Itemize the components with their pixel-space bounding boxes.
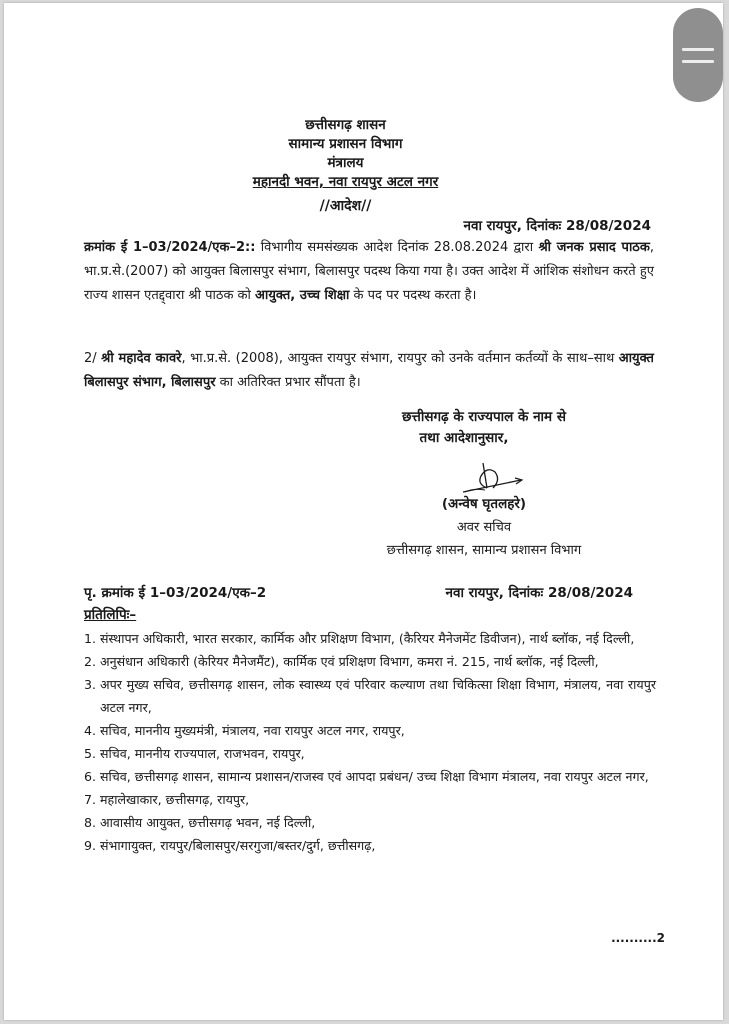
order-paragraph-1 bbox=[84, 236, 654, 308]
order-ref-number: क्रमांक ई 1–03/2024/एक–2:: bbox=[84, 240, 256, 255]
copy-recipient-list bbox=[84, 627, 656, 857]
menu-lines-icon bbox=[682, 48, 714, 51]
signer-designation: अवर सचिव bbox=[456, 520, 512, 535]
endorsement-ref-number: पृ. क्रमांक ई 1–03/2024/एक–2 bbox=[84, 585, 267, 601]
list-item-text: अपर मुख्य सचिव, छत्तीसगढ़ शासन, लोक स्वास्थ्य एवं परिवार कल्याण तथा चिकित्सा शिक्षा विभाग, मंत्रालय, नवा रायपुर अटल नगर, bbox=[100, 677, 656, 715]
list-item bbox=[84, 627, 656, 650]
list-item-text: अनुसंधान अधिकारी (केरियर मैनेजमैंट), कार्मिक एवं प्रशिक्षण विभाग, कमरा नं. 215, नार्थ ब्लॉक, नई दिल्ली, bbox=[100, 654, 599, 669]
page-continuation: ..........2 bbox=[611, 931, 665, 945]
menu-lines-icon bbox=[682, 60, 714, 63]
list-item-text: आवासीय आयुक्त, छत्तीसगढ़ भवन, नई दिल्ली, bbox=[100, 815, 316, 830]
list-item-text: संस्थापन अधिकारी, भारत सरकार, कार्मिक और प्रशिक्षण विभाग, (कैरियर मैनेजमेंट डिवीजन), नार्थ ब्लॉक, नई दिल्ली, bbox=[100, 631, 635, 646]
list-item bbox=[84, 765, 656, 788]
list-item-number: 5. bbox=[84, 746, 97, 761]
order-title: //आदेश// bbox=[319, 198, 372, 214]
list-item-number: 8. bbox=[84, 815, 97, 830]
list-item bbox=[84, 742, 656, 765]
list-item bbox=[84, 719, 656, 742]
officer-name-1: श्री जनक प्रसाद पाठक bbox=[538, 240, 650, 255]
list-item-text: सचिव, माननीय राज्यपाल, राजभवन, रायपुर, bbox=[100, 746, 305, 761]
scroll-handle[interactable] bbox=[673, 8, 723, 102]
header-government: छत्तीसगढ़ शासन bbox=[305, 117, 386, 133]
list-item-number: 4. bbox=[84, 723, 97, 738]
para2-text-b: का अतिरिक्त प्रभार सौंपता है। bbox=[215, 375, 361, 390]
header-ministry: मंत्रालय bbox=[327, 155, 364, 171]
para1-text-a: विभागीय समसंख्यक आदेश दिनांक 28.08.2024 द्वारा bbox=[255, 240, 539, 255]
list-item-number: 2. bbox=[84, 654, 97, 669]
endorsement-place-date: नवा रायपुर, दिनांकः 28/08/2024 bbox=[445, 585, 633, 601]
list-item bbox=[84, 811, 656, 834]
copy-to-heading: प्रतिलिपिः– bbox=[84, 607, 137, 623]
order-paragraph-2 bbox=[84, 347, 654, 395]
authority-line-2: तथा आदेशानुसार, bbox=[419, 430, 509, 446]
list-item bbox=[84, 788, 656, 811]
para1-text-b: , भा.प्र.से.(2007) को आयुक्त बिलासपुर संभाग, बिलासपुर पदस्थ किया गया है। उक्त आदेश में आंशिक संशोधन करते हुए राज्य शासन एतद्द्वारा श्री पाठक को bbox=[84, 240, 654, 303]
header-address: महानदी भवन, नवा रायपुर अटल नगर bbox=[252, 174, 439, 190]
list-item-text: महालेखाकार, छत्तीसगढ़, रायपुर, bbox=[100, 792, 250, 807]
list-item bbox=[84, 834, 656, 857]
order-place-date: नवा रायपुर, दिनांकः 28/08/2024 bbox=[463, 218, 651, 234]
list-item-text: सचिव, माननीय मुख्यमंत्री, मंत्रालय, नवा रायपुर अटल नगर, रायपुर, bbox=[100, 723, 405, 738]
list-item-text: संभागायुक्त, रायपुर/बिलासपुर/सरगुजा/बस्तर/दुर्ग, छत्तीसगढ़, bbox=[100, 838, 376, 853]
list-item-number: 6. bbox=[84, 769, 97, 784]
list-item bbox=[84, 650, 656, 673]
list-item-number: 1. bbox=[84, 631, 97, 646]
para1-text-c: के पद पर पदस्थ करता है। bbox=[349, 288, 477, 303]
new-post: आयुक्त, उच्च शिक्षा bbox=[255, 288, 350, 303]
document-page bbox=[4, 3, 723, 1020]
list-item-number: 7. bbox=[84, 792, 97, 807]
officer-name-2: श्री महादेव कावरे bbox=[101, 351, 182, 366]
authority-line-1: छत्तीसगढ़ के राज्यपाल के नाम से bbox=[402, 409, 566, 425]
para2-number: 2/ bbox=[84, 351, 102, 366]
list-item-number: 9. bbox=[84, 838, 97, 853]
list-item-text: सचिव, छत्तीसगढ़ शासन, सामान्य प्रशासन/राजस्व एवं आपदा प्रबंधन/ उच्च शिक्षा विभाग मंत्रालय, नवा रायपुर अटल नगर, bbox=[100, 769, 649, 784]
additional-charge: आयुक्त बिलासपुर संभाग, बिलासपुर bbox=[84, 351, 654, 390]
list-item bbox=[84, 673, 656, 719]
list-item-number: 3. bbox=[84, 677, 97, 692]
header-department: सामान्य प्रशासन विभाग bbox=[288, 136, 403, 152]
signer-department: छत्तीसगढ़ शासन, सामान्य प्रशासन विभाग bbox=[386, 543, 582, 558]
signer-name: (अन्वेष घृतलहरे) bbox=[441, 496, 527, 512]
authority-statement bbox=[324, 407, 644, 449]
para2-text-a: , भा.प्र.से. (2008), आयुक्त रायपुर संभाग, रायपुर को उनके वर्तमान कर्तव्यों के साथ–साथ bbox=[181, 351, 619, 366]
signature-icon bbox=[459, 458, 529, 498]
